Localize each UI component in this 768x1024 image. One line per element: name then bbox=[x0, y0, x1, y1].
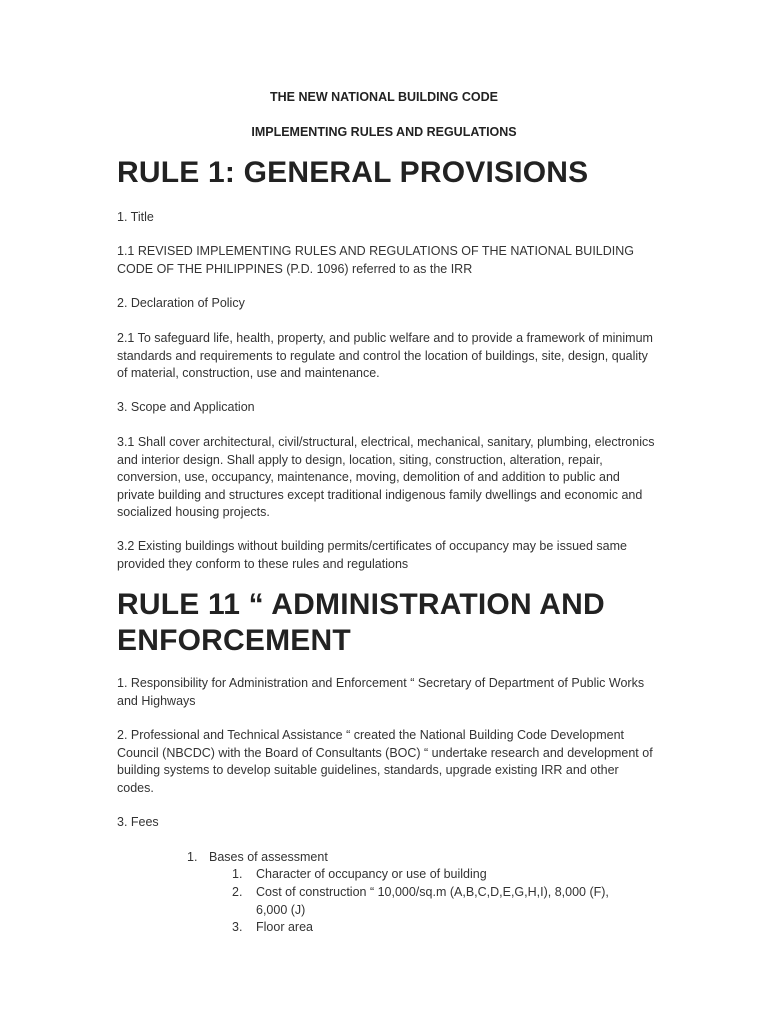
section-paragraph: 2.1 To safeguard life, health, property, and public welfare and to provide a framework of minimum standards and requirements to regulate and control the location of buildings, site, design, quality of material, construction, use and maintenance. bbox=[117, 331, 653, 380]
list-text: Cost of construction “ 10,000/sq.m (A,B,C,D,E,G,H,I), 8,000 (F), 6,000 (J) bbox=[256, 885, 609, 917]
section-policy: 2. Declaration of Policy bbox=[117, 296, 245, 310]
section-paragraph: 3.1 Shall cover architectural, civil/structural, electrical, mechanical, sanitary, plumbing, electronics and interior design. Shall apply to design, location, siting, construction, alteration, repair, conversion, use, occupancy, maintenance, moving, demolition of and addition to public and private building and structures except traditional indigenous family dwellings and economic and socialized housing projects. bbox=[117, 435, 655, 519]
list-number: 1. bbox=[187, 850, 198, 864]
section-paragraph: 2. Professional and Technical Assistance “ created the National Building Code Development Council (NBCDC) with the Board of Consultants (BOC) “ undertake research and development of building systems to develop suitable guidelines, standards, upgrade existing IRR and other codes. bbox=[117, 728, 653, 795]
list-number: 2. bbox=[232, 885, 243, 899]
rule-1-heading: RULE 1: GENERAL PROVISIONS bbox=[117, 156, 589, 189]
list-item bbox=[232, 919, 662, 937]
section-title: 1. Title bbox=[117, 210, 154, 224]
list-text: Character of occupancy or use of building bbox=[256, 867, 487, 881]
list-item bbox=[232, 884, 662, 920]
section-paragraph: 1.1 REVISED IMPLEMENTING RULES AND REGULATIONS OF THE NATIONAL BUILDING CODE OF THE PHILIPPINES (P.D. 1096) referred to as the IRR bbox=[117, 244, 635, 276]
section-paragraph: 3.2 Existing buildings without building permits/certificates of occupancy may be issued same provided they conform to these rules and regulations bbox=[117, 539, 627, 571]
section-fees: 3. Fees bbox=[117, 815, 159, 829]
document-subtitle: IMPLEMENTING RULES AND REGULATIONS bbox=[251, 125, 517, 139]
list-number: 3. bbox=[232, 920, 243, 934]
section-scope: 3. Scope and Application bbox=[117, 400, 255, 414]
list-text: Floor area bbox=[256, 920, 313, 934]
list-number: 1. bbox=[232, 867, 243, 881]
list-item bbox=[187, 849, 587, 867]
rule-2-heading: RULE 11 “ ADMINISTRATION AND ENFORCEMENT bbox=[117, 588, 605, 657]
list-item bbox=[232, 866, 662, 884]
section-paragraph: 1. Responsibility for Administration and Enforcement “ Secretary of Department of Public Works and Highways bbox=[117, 676, 645, 708]
list-text: Bases of assessment bbox=[209, 850, 328, 864]
document-title: THE NEW NATIONAL BUILDING CODE bbox=[269, 90, 498, 104]
